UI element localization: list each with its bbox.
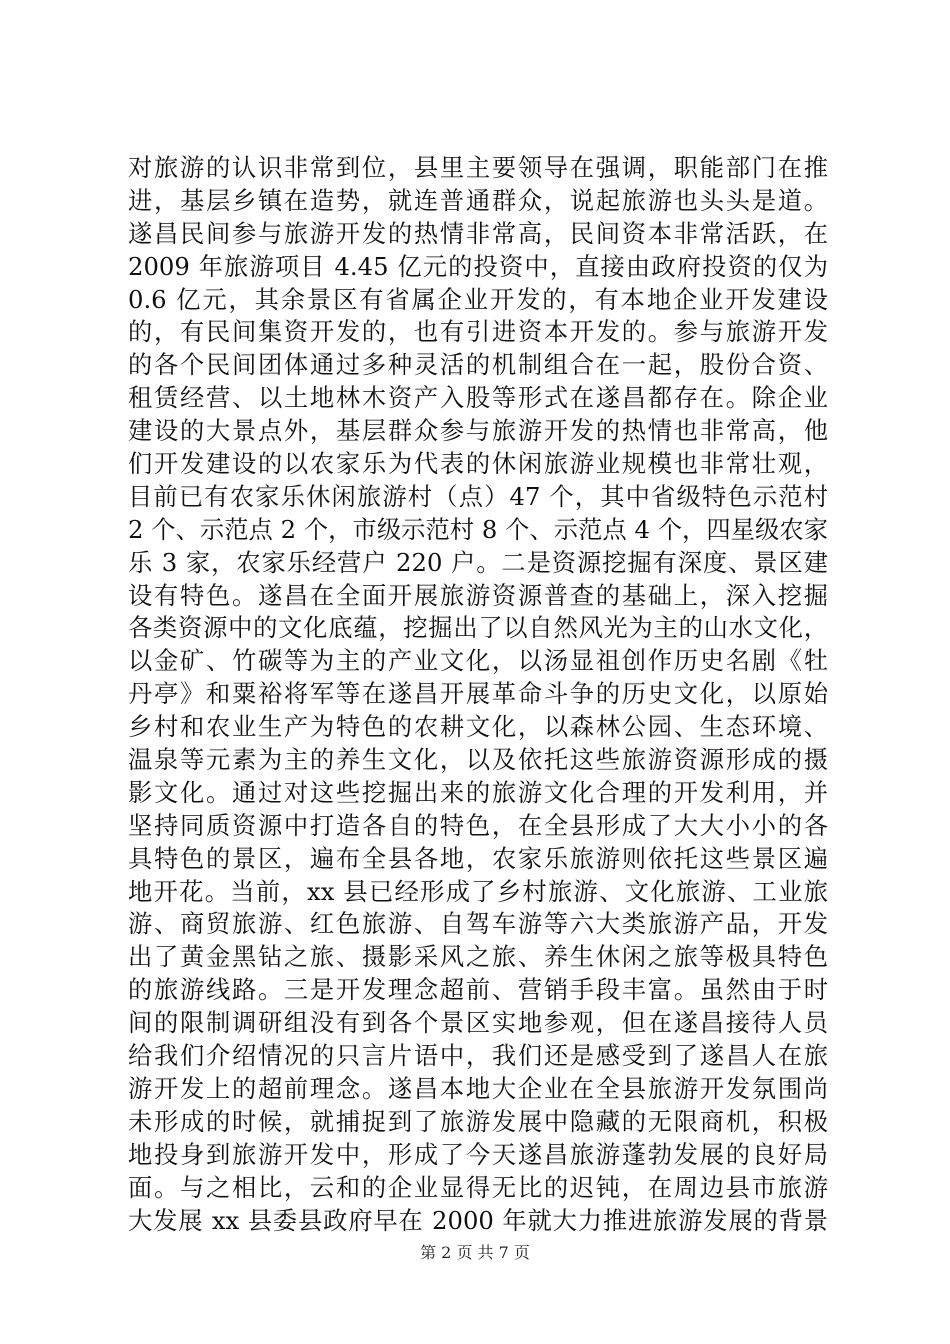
text-line: 2 个、示范点 2 个，市级示范村 8 个、示范点 4 个，四星级农家 [128,514,828,544]
text-line: 出了黄金黑钻之旅、摄影采风之旅、养生休闲之旅等极具特色 [128,942,828,972]
text-line: 具特色的景区，遍布全县各地，农家乐旅游则依托这些景区遍 [128,843,828,873]
text-line: 地投身到旅游开发中，形成了今天遂昌旅游蓬勃发展的良好局 [128,1139,828,1169]
text-line: 进，基层乡镇在造势，就连普通群众，说起旅游也头头是道。 [128,185,828,215]
text-line: 坚持同质资源中打造各自的特色，在全县形成了大大小小的各 [128,810,828,840]
text-line: 的，有民间集资开发的，也有引进资本开发的。参与旅游开发 [128,317,828,347]
text-line: 大发展 xx 县委县政府早在 2000 年就大力推进旅游发展的背景 [128,1205,828,1235]
text-line: 地开花。当前，xx 县已经形成了乡村旅游、文化旅游、工业旅 [128,876,828,906]
text-line: 乐 3 家，农家乐经营户 220 户。二是资源挖掘有深度、景区建 [128,547,828,577]
text-line: 面。与之相比，云和的企业显得无比的迟钝，在周边县市旅游 [128,1172,828,1202]
text-line: 设有特色。遂昌在全面开展旅游资源普查的基础上，深入挖掘 [128,580,828,610]
text-line: 丹亭》和粟裕将军等在遂昌开展革命斗争的历史文化，以原始 [128,679,828,709]
text-line: 乡村和农业生产为特色的农耕文化，以森林公园、生态环境、 [128,712,828,742]
text-line: 的旅游线路。三是开发理念超前、营销手段丰富。虽然由于时 [128,975,828,1005]
text-line: 目前已有农家乐休闲旅游村（点）47 个，其中省级特色示范村 [128,481,828,511]
text-line: 们开发建设的以农家乐为代表的休闲旅游业规模也非常壮观， [128,449,828,479]
text-line: 游、商贸旅游、红色旅游、自驾车游等六大类旅游产品，开发 [128,909,828,939]
page-number-footer: 第 2 页 共 7 页 [420,1243,530,1262]
text-line: 给我们介绍情况的只言片语中，我们还是感受到了遂昌人在旅 [128,1041,828,1071]
text-line: 2009 年旅游项目 4.45 亿元的投资中，直接由政府投资的仅为 [128,251,828,281]
text-line: 未形成的时候，就捕捉到了旅游发展中隐藏的无限商机，积极 [128,1106,828,1136]
text-line: 租赁经营、以土地林木资产入股等形式在遂昌都存在。除企业 [128,383,828,413]
text-line: 各类资源中的文化底蕴，挖掘出了以自然风光为主的山水文化， [128,613,828,643]
text-line: 游开发上的超前理念。遂昌本地大企业在全县旅游开发氛围尚 [128,1073,828,1103]
text-line: 影文化。通过对这些挖掘出来的旅游文化合理的开发利用，并 [128,777,828,807]
text-line: 温泉等元素为主的养生文化，以及依托这些旅游资源形成的摄 [128,745,828,775]
text-line: 的各个民间团体通过多种灵活的机制组合在一起，股份合资、 [128,350,828,380]
text-line: 0.6 亿元，其余景区有省属企业开发的，有本地企业开发建设 [128,284,828,314]
body-text [128,152,828,1237]
text-line: 建设的大景点外，基层群众参与旅游开发的热情也非常高，他 [128,416,828,446]
text-line: 遂昌民间参与旅游开发的热情非常高，民间资本非常活跃，在 [128,218,828,248]
text-line: 以金矿、竹碳等为主的产业文化，以汤显祖创作历史名剧《牡 [128,646,828,676]
text-line: 对旅游的认识非常到位，县里主要领导在强调，职能部门在推 [128,153,828,182]
text-line: 间的限制调研组没有到各个景区实地参观，但在遂昌接待人员 [128,1008,828,1038]
